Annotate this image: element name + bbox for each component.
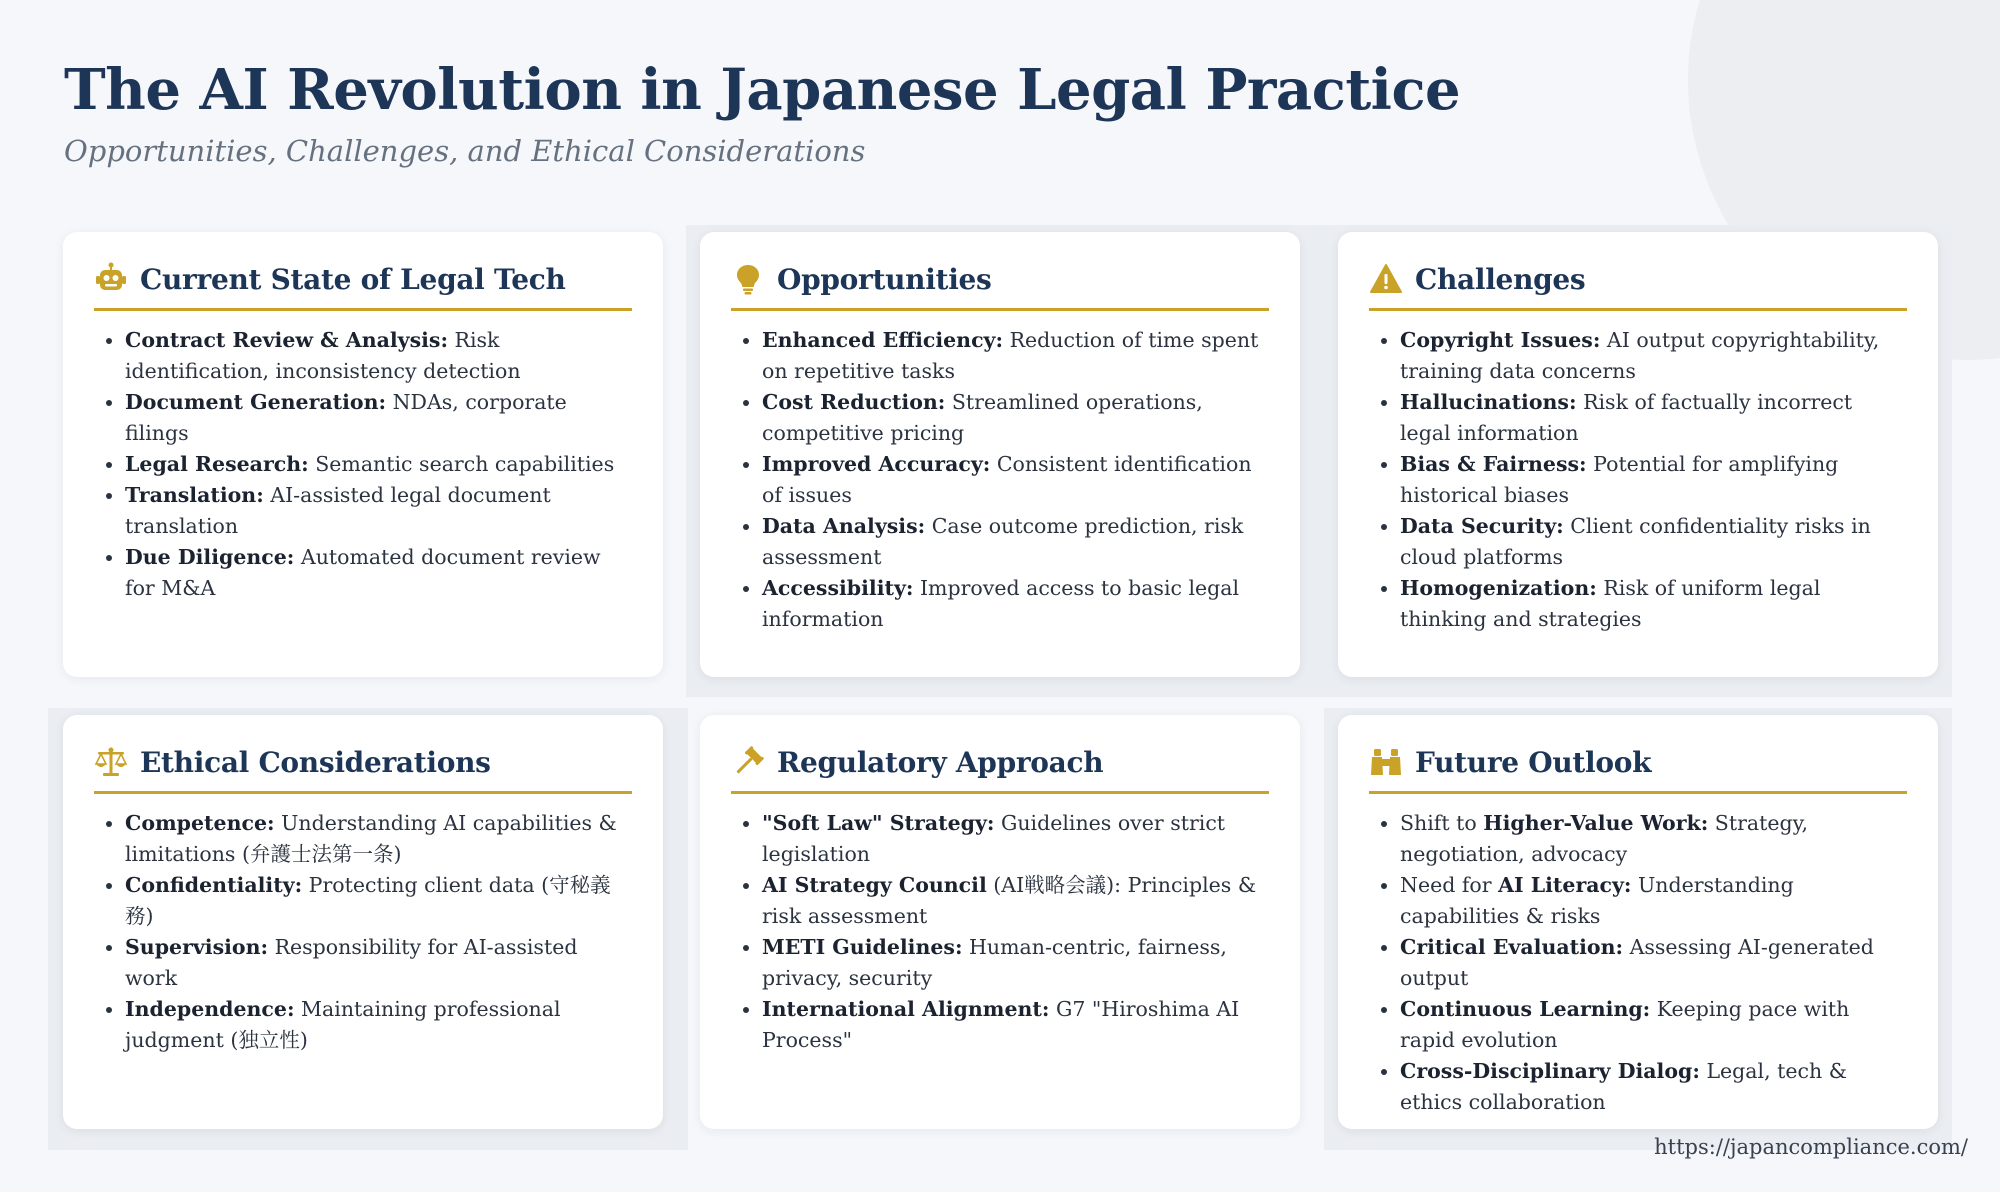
list-item: • Continuous Learning: Keeping pace with rapid evolution bbox=[1400, 994, 1907, 1056]
card-header bbox=[94, 262, 632, 311]
card-ethical-considerations bbox=[63, 715, 663, 1129]
item-list bbox=[1369, 325, 1907, 635]
card-current-state bbox=[63, 232, 663, 677]
page-title: The AI Revolution in Japanese Legal Practice bbox=[64, 57, 1461, 123]
list-item: • International Alignment: G7 "Hiroshima AI Process" bbox=[762, 994, 1269, 1056]
card-header bbox=[1369, 262, 1907, 311]
list-item: • Copyright Issues: AI output copyrightability, training data concerns bbox=[1400, 325, 1907, 387]
list-item: • AI Strategy Council (AI戦略会議): Principles & risk assessment bbox=[762, 870, 1269, 932]
list-item: • Enhanced Efficiency: Reduction of time spent on repetitive tasks bbox=[762, 325, 1269, 387]
list-item: • Translation: AI-assisted legal document translation bbox=[125, 480, 632, 542]
card-header bbox=[94, 745, 632, 794]
card-opportunities bbox=[700, 232, 1300, 677]
list-item: • Bias & Fairness: Potential for amplifying historical biases bbox=[1400, 449, 1907, 511]
list-item: • Contract Review & Analysis: Risk identification, inconsistency detection bbox=[125, 325, 632, 387]
list-item: • Shift to Higher-Value Work: Strategy, negotiation, advocacy bbox=[1400, 808, 1907, 870]
page-header bbox=[64, 58, 1460, 168]
item-list bbox=[94, 325, 632, 604]
list-item: • Improved Accuracy: Consistent identification of issues bbox=[762, 449, 1269, 511]
card-future-outlook bbox=[1338, 715, 1938, 1129]
warning-icon bbox=[1369, 262, 1403, 296]
card-title: Future Outlook bbox=[1415, 745, 1652, 779]
list-item: • Competence: Understanding AI capabilities & limitations (弁護士法第一条) bbox=[125, 808, 632, 870]
card-title: Opportunities bbox=[777, 262, 992, 296]
footer-url[interactable]: https://japancompliance.com/ bbox=[1654, 1135, 1968, 1159]
card-title: Regulatory Approach bbox=[777, 745, 1104, 779]
list-item: • Independence: Maintaining professional judgment (独立性) bbox=[125, 994, 632, 1056]
list-item: • Need for AI Literacy: Understanding capabilities & risks bbox=[1400, 870, 1907, 932]
card-title: Current State of Legal Tech bbox=[140, 262, 566, 296]
robot-icon bbox=[94, 262, 128, 296]
item-list bbox=[1369, 808, 1907, 1118]
list-item: • Data Analysis: Case outcome prediction, risk assessment bbox=[762, 511, 1269, 573]
list-item: • Confidentiality: Protecting client data (守秘義務) bbox=[125, 870, 632, 932]
page-subtitle: Opportunities, Challenges, and Ethical Considerations bbox=[64, 134, 866, 169]
list-item: • Supervision: Responsibility for AI-assisted work bbox=[125, 932, 632, 994]
card-header bbox=[731, 262, 1269, 311]
list-item: • "Soft Law" Strategy: Guidelines over strict legislation bbox=[762, 808, 1269, 870]
list-item: • Hallucinations: Risk of factually incorrect legal information bbox=[1400, 387, 1907, 449]
card-header bbox=[731, 745, 1269, 794]
card-title: Challenges bbox=[1415, 262, 1586, 296]
list-item: • Cost Reduction: Streamlined operations, competitive pricing bbox=[762, 387, 1269, 449]
list-item: • Data Security: Client confidentiality risks in cloud platforms bbox=[1400, 511, 1907, 573]
card-header bbox=[1369, 745, 1907, 794]
item-list bbox=[731, 325, 1269, 635]
gavel-icon bbox=[731, 745, 765, 779]
list-item: • Cross-Disciplinary Dialog: Legal, tech & ethics collaboration bbox=[1400, 1056, 1907, 1118]
list-item: • Homogenization: Risk of uniform legal thinking and strategies bbox=[1400, 573, 1907, 635]
list-item: • METI Guidelines: Human-centric, fairness, privacy, security bbox=[762, 932, 1269, 994]
card-title: Ethical Considerations bbox=[140, 745, 491, 779]
card-challenges bbox=[1338, 232, 1938, 677]
item-list bbox=[731, 808, 1269, 1056]
scales-icon bbox=[94, 745, 128, 779]
binoculars-icon bbox=[1369, 745, 1403, 779]
list-item: • Due Diligence: Automated document review for M&A bbox=[125, 542, 632, 604]
list-item: • Accessibility: Improved access to basic legal information bbox=[762, 573, 1269, 635]
item-list bbox=[94, 808, 632, 1056]
list-item: • Critical Evaluation: Assessing AI-generated output bbox=[1400, 932, 1907, 994]
lightbulb-icon bbox=[731, 262, 765, 296]
card-regulatory-approach bbox=[700, 715, 1300, 1129]
list-item: • Document Generation: NDAs, corporate filings bbox=[125, 387, 632, 449]
list-item: • Legal Research: Semantic search capabilities bbox=[125, 449, 632, 480]
